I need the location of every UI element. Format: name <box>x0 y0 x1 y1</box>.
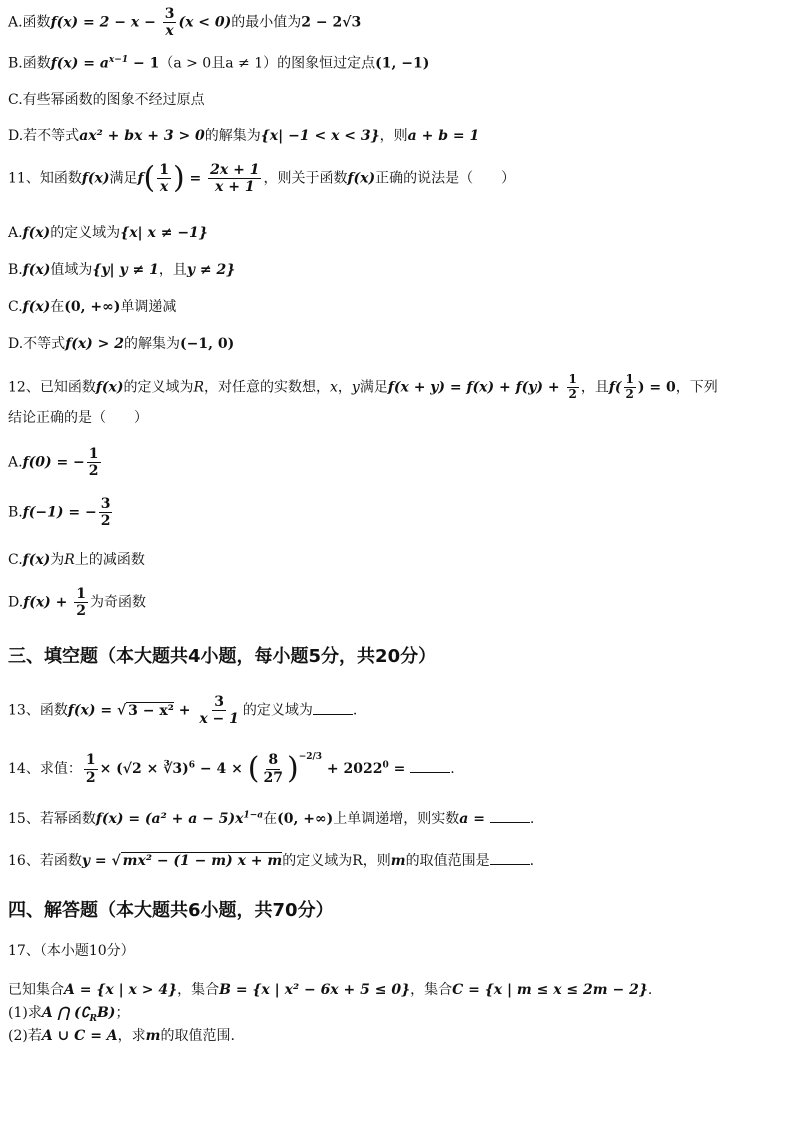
math-var: x <box>330 379 338 396</box>
q14: 14、求值： $\frac{1}{2}$ × (√2 × ∛3)$^6$ − 4 × ( $\frac{8}{27}$ )$^{-2/3} + 2022^0$ = . <box>8 751 455 786</box>
text: ，则关于函数 <box>263 170 348 187</box>
exponent: 6 <box>188 760 196 771</box>
option-label: D. <box>8 594 24 611</box>
text: 的解集为 <box>204 128 261 144</box>
math-expr: f(x) = <box>67 702 117 719</box>
math-expr: f(x) <box>22 262 51 278</box>
text: ，则 <box>379 128 408 144</box>
math-var: R <box>64 552 75 568</box>
math-expr: f <box>137 170 144 187</box>
math-expr: {x| −1 < x < 3} <box>260 128 380 144</box>
fraction: $\frac{3}{x - 1}$ <box>199 694 239 728</box>
sqrt-expr: 3 − x² <box>128 702 174 719</box>
q11-option-c <box>8 299 176 316</box>
fraction: $\frac{1}{x}$ <box>159 162 169 196</box>
option-text: C.有些幂函数的图象不经过原点 <box>8 92 205 108</box>
option-label: B. <box>8 262 23 278</box>
text: 的定义域为 <box>242 702 313 719</box>
q10-option-b <box>8 55 429 72</box>
math-expr: + 2022 <box>322 761 383 777</box>
text: 结论正确的是（ ） <box>8 410 148 426</box>
fraction: $\frac{1}{2}$ <box>85 752 96 786</box>
math-expr: + <box>173 702 196 719</box>
math-expr: (x < 0) <box>178 14 232 31</box>
math-expr: − 1 <box>128 55 160 72</box>
math-expr: f( <box>608 379 622 396</box>
text: 的定义域为 <box>50 225 121 241</box>
text: ， <box>337 379 352 396</box>
text: ，求 <box>117 1028 146 1044</box>
text: 的定义域为R，则 <box>282 853 391 869</box>
math-var: y <box>351 379 360 396</box>
math-expr: ) = 0 <box>637 379 676 396</box>
text: 已知集合 <box>8 982 64 998</box>
q17-title <box>8 943 135 960</box>
math-expr: f(x) = 2 − x − <box>50 14 161 31</box>
q11-option-d <box>8 336 234 353</box>
text: 的解集为 <box>124 336 181 352</box>
question-number: 11、知函数 <box>8 170 82 187</box>
math-expr: A ∪ C = A <box>41 1028 118 1044</box>
sqrt-expr: mx² − (1 − m) x + m <box>122 853 283 869</box>
math-expr: f(−1) = − <box>22 504 97 521</box>
text: 在 <box>263 811 278 827</box>
text: . <box>647 982 653 998</box>
fraction: $\frac{1}{2}$ <box>625 372 634 401</box>
option-label: C. <box>8 552 23 568</box>
math-expr: f(x) <box>347 170 376 187</box>
text: 的最小值为 <box>231 14 302 31</box>
q12-stem-line2 <box>8 410 148 427</box>
text: 上的减函数 <box>74 552 145 568</box>
math-expr: f(x) + <box>23 594 73 611</box>
text: 上单调递增，则实数 <box>333 811 460 827</box>
q11-stem: 11、知函数f(x)满足f( $\frac{1}{x}$ ) = $\frac{2x + 1}{x + 1}$ ，则关于函数f(x)正确的说法是（ ） <box>8 160 516 196</box>
text: 的取值范围是 <box>405 853 490 869</box>
math-expr: B = {x | x² − 6x + 5 ≤ 0} <box>219 982 411 998</box>
text: 满足 <box>359 379 388 396</box>
answer-blank[interactable] <box>490 852 530 865</box>
math-expr: × (√2 × ∛3) <box>99 761 189 777</box>
q15 <box>8 810 534 828</box>
option-label: C. <box>8 299 23 315</box>
answer-blank[interactable] <box>410 760 450 773</box>
q12-option-b <box>8 496 114 529</box>
math-expr: (−1, 0) <box>180 336 235 352</box>
fraction: $\frac{2x + 1}{x + 1}$ <box>210 162 260 196</box>
answer-blank[interactable] <box>313 702 353 715</box>
text: . <box>529 811 535 827</box>
question-number: 17、（本小题10分） <box>8 943 135 959</box>
text: ，且 <box>158 262 187 278</box>
text: （a > 0且a ≠ 1） <box>159 55 278 72</box>
question-number: 16、若函数 <box>8 853 82 869</box>
fraction: $\frac{8}{27}$ <box>263 752 283 786</box>
math-expr: f(x) <box>95 379 124 396</box>
text: 的图象恒过定点 <box>277 55 376 72</box>
text: ，且 <box>580 379 609 396</box>
text: 为奇函数 <box>90 594 147 611</box>
text: 的定义域为 <box>123 379 194 396</box>
q12-option-c <box>8 552 145 569</box>
math-expr: f(x) <box>22 299 51 315</box>
question-number: 13、函数 <box>8 702 68 719</box>
question-number: 14、求值： <box>8 761 82 777</box>
math-var: R <box>193 379 204 396</box>
text: ，下列 <box>675 379 718 396</box>
math-expr: a + b = 1 <box>407 128 480 144</box>
math-expr: a = <box>459 811 490 827</box>
math-expr: f(x) <box>22 225 51 241</box>
math-expr: (0, +∞) <box>277 811 334 827</box>
fraction: $\frac{3}{x}$ <box>164 6 175 40</box>
text: ，集合 <box>410 982 453 998</box>
answer-blank[interactable] <box>490 810 530 823</box>
fraction: $\frac{1}{2}$ <box>88 446 99 480</box>
q17-part-2 <box>8 1028 235 1045</box>
math-expr: f(x) = a <box>50 55 109 72</box>
math-expr: A ⋂ (∁ <box>41 1005 90 1021</box>
q12-option-d <box>8 586 146 619</box>
math-expr: f(x) = (a² + a − 5)x <box>95 811 244 827</box>
text: 单调递减 <box>120 299 177 315</box>
option-label: A. <box>8 225 23 241</box>
q13: 13、函数f(x) = √ 3 − x² + $\frac{3}{x - 1}$ 的定义域为 . <box>8 694 358 728</box>
math-expr: {x| x ≠ −1} <box>120 225 208 241</box>
question-number: 12、已知函数 <box>8 379 96 396</box>
fraction: $\frac{1}{2}$ <box>568 372 577 401</box>
fraction: $\frac{1}{2}$ <box>76 586 87 620</box>
part-label: (1)求 <box>8 1005 42 1021</box>
math-expr: {y| y ≠ 1 <box>92 262 159 278</box>
q12-stem <box>8 373 718 402</box>
option-label: D.不等式 <box>8 336 66 352</box>
q10-option-d <box>8 128 479 145</box>
text: 值域为 <box>50 262 93 278</box>
q17-part-1 <box>8 1005 129 1025</box>
text: . <box>450 761 455 777</box>
math-expr: f(x) > 2 <box>65 336 125 352</box>
fraction: $\frac{3}{2}$ <box>100 496 111 530</box>
option-label: A. <box>8 454 23 471</box>
section-heading-solution: 四、解答题（本大题共6小题，共70分） <box>8 900 334 921</box>
math-expr: − 4 × <box>195 761 248 777</box>
section-heading-fill-in: 三、填空题（本大题共4小题，每小题5分，共20分） <box>8 646 437 667</box>
question-number: 15、若幂函数 <box>8 811 96 827</box>
q11-option-a <box>8 225 208 242</box>
math-expr: (1, −1) <box>375 55 430 72</box>
exponent: −2/3 <box>298 752 323 762</box>
exponent: 1−a <box>243 810 264 821</box>
q10-option-a <box>8 6 361 39</box>
math-expr: C = {x | m ≤ x ≤ 2m − 2} <box>452 982 648 998</box>
math-var: m <box>145 1028 161 1044</box>
math-expr: (0, +∞) <box>64 299 121 315</box>
math-expr: f(x) <box>22 552 51 568</box>
math-expr: y = <box>81 853 112 869</box>
text: 在 <box>50 299 65 315</box>
subscript: R <box>89 1013 97 1024</box>
exponent: x−1 <box>108 55 129 65</box>
q10-option-c <box>8 92 205 109</box>
math-expr: = <box>388 761 411 777</box>
text: 为 <box>50 552 65 568</box>
math-expr: f(x + y) = f(x) + f(y) + <box>387 379 565 396</box>
math-expr: B) <box>96 1005 116 1021</box>
text: 的取值范围. <box>160 1028 235 1044</box>
text: . <box>529 853 535 869</box>
q16: 16、若函数y = √ mx² − (1 − m) x + m的定义域为R，则m的取值范围是 . <box>8 853 535 869</box>
text: ，对任意的实数想， <box>204 379 330 396</box>
math-expr: 2 − 2√3 <box>301 14 362 31</box>
option-label: A.函数 <box>8 14 51 31</box>
part-label: (2)若 <box>8 1028 42 1044</box>
math-expr: y ≠ 2} <box>186 262 236 278</box>
q17-stem <box>8 982 652 999</box>
math-var: m <box>390 853 406 869</box>
math-expr: f(x) <box>81 170 110 187</box>
text: 正确的说法是（ ） <box>375 170 516 187</box>
q11-option-b <box>8 262 235 279</box>
text: 满足 <box>109 170 138 187</box>
option-label: D.若不等式 <box>8 128 80 144</box>
math-expr: f(0) = − <box>22 454 85 471</box>
text: ； <box>115 1005 130 1021</box>
math-expr: A = {x | x > 4} <box>64 982 178 998</box>
math-expr: ax² + bx + 3 > 0 <box>79 128 205 144</box>
text: . <box>352 702 358 719</box>
option-label: B.函数 <box>8 55 51 72</box>
exponent: 0 <box>382 760 389 771</box>
text: ，集合 <box>177 982 220 998</box>
option-label: B. <box>8 504 23 521</box>
q12-option-a <box>8 446 103 479</box>
